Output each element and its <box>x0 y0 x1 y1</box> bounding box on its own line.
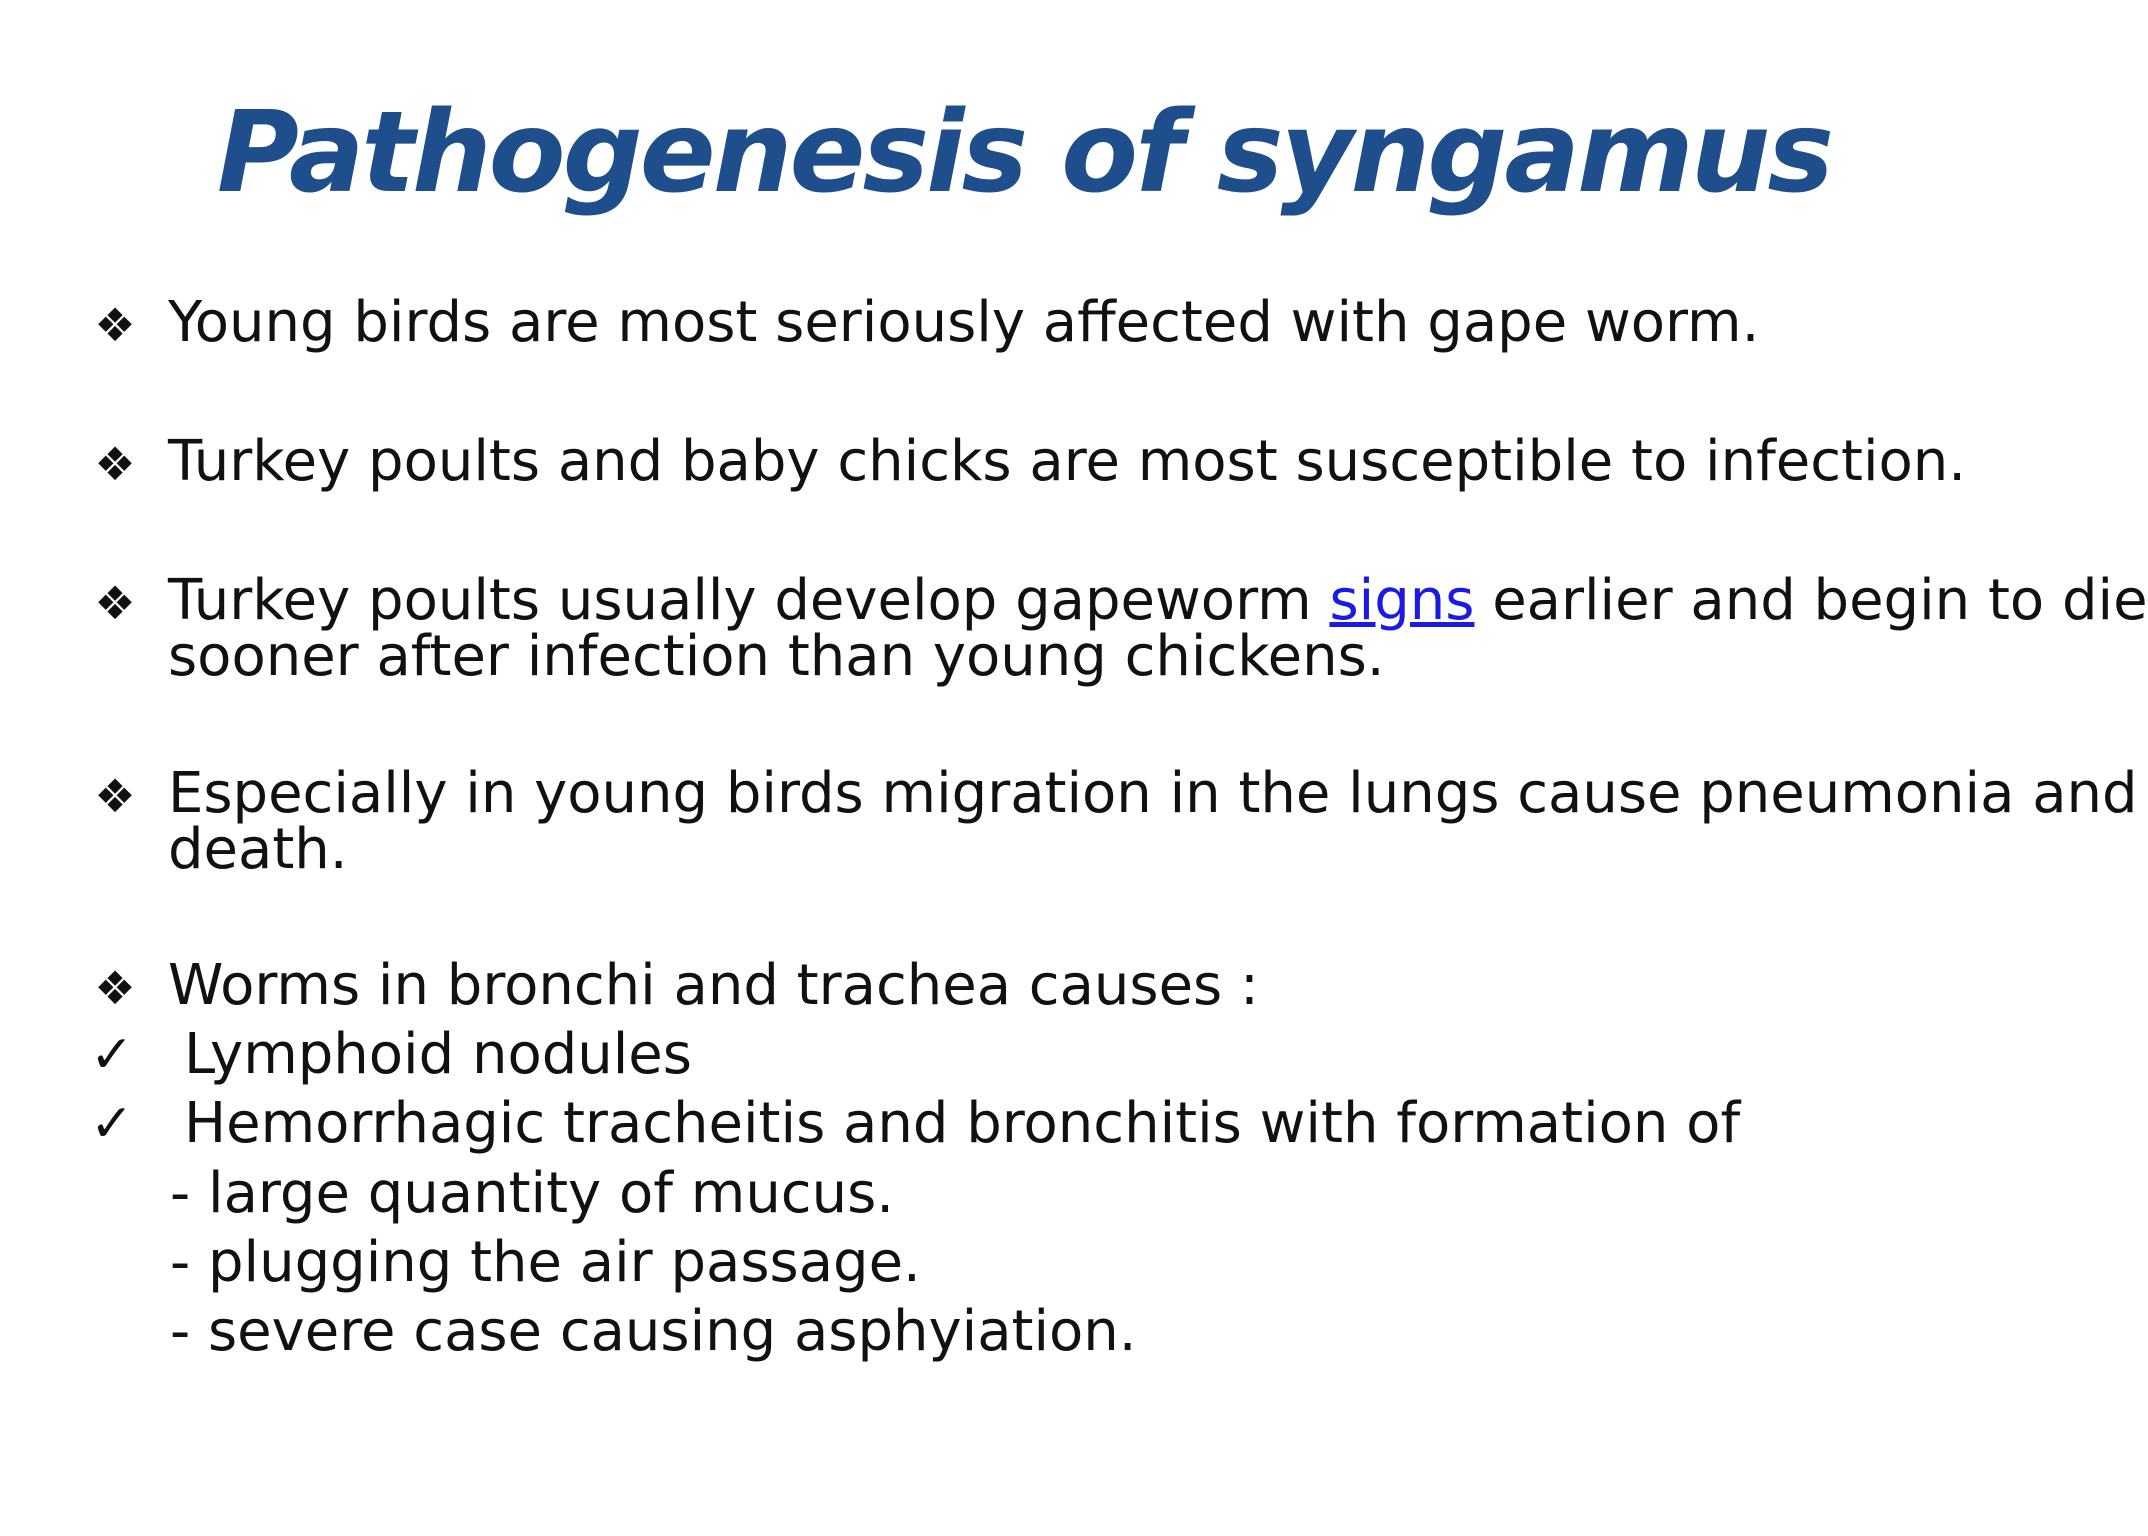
diamond-bullet-icon: ❖ <box>94 298 136 352</box>
bullet-text: Young birds are most seriously affected with gape worm. <box>168 290 1760 355</box>
bullet-text: Turkey poults and baby chicks are most susceptible to infection. <box>168 429 1967 494</box>
bullet-text: Especially in young birds migration in the lungs cause pneumonia and death. <box>168 761 2138 882</box>
check-text: Hemorrhagic tracheitis and bronchitis with formation of <box>184 1091 1741 1156</box>
check-text: Lymphoid nodules <box>184 1022 692 1087</box>
checkmark-icon: ✓ <box>90 1094 134 1154</box>
bullet-text-segment: earlier and begin to die <box>1474 568 2148 633</box>
bullet-text: Worms in bronchi and trachea causes : <box>168 953 1259 1018</box>
checkmark-icon: ✓ <box>90 1025 134 1085</box>
diamond-bullet-icon: ❖ <box>94 576 136 630</box>
diamond-bullet-icon: ❖ <box>94 961 136 1015</box>
slide-title: Pathogenesis of syngamus <box>216 88 1832 218</box>
sub-item: - severe case causing asphyiation. <box>170 1299 1137 1364</box>
diamond-bullet-icon: ❖ <box>94 437 136 491</box>
bullet-text <box>168 568 2148 689</box>
signs-link[interactable]: signs <box>1329 568 1475 633</box>
bullet-text-line2: sooner after infection than young chickens. <box>168 624 1385 689</box>
bullet-text-segment: Turkey poults usually develop gapeworm <box>168 568 1330 633</box>
sub-item: - large quantity of mucus. <box>170 1161 895 1226</box>
sub-item: - plugging the air passage. <box>170 1230 921 1295</box>
diamond-bullet-icon: ❖ <box>94 769 136 823</box>
